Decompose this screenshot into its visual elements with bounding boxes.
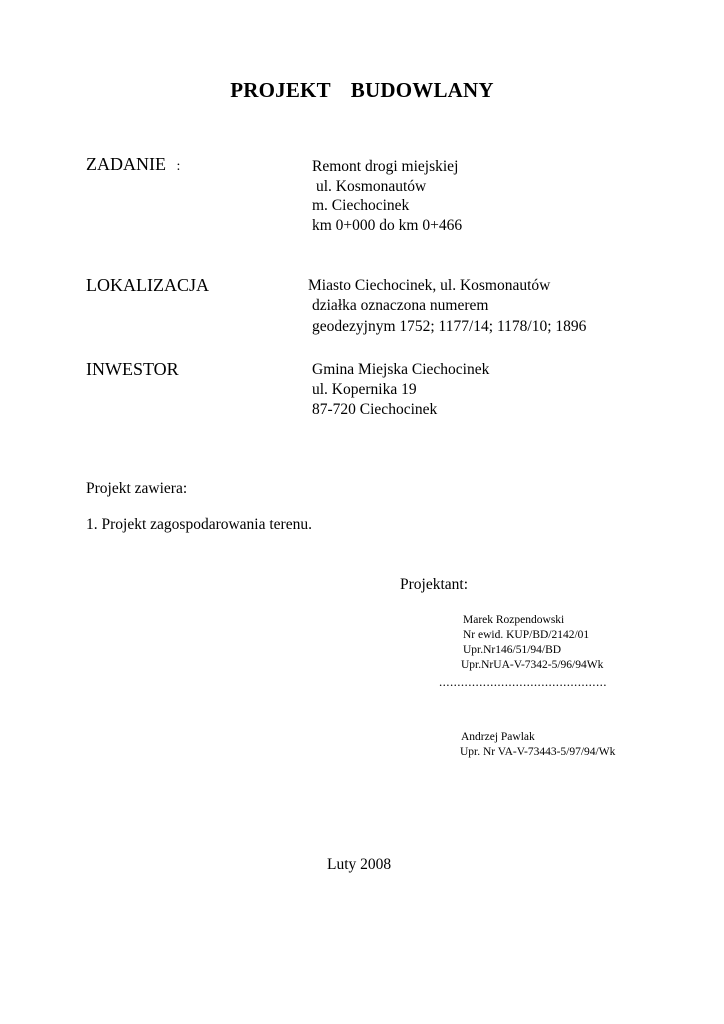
- lokalizacja-line-1: Miasto Ciechocinek, ul. Kosmonautów: [308, 277, 551, 294]
- zadanie-label-text: ZADANIE: [86, 154, 166, 174]
- zadanie-line-2: ul. Kosmonautów: [316, 178, 427, 195]
- designer-1-name: Marek Rozpendowski: [463, 614, 565, 626]
- designer-2-name: Andrzej Pawlak: [461, 731, 535, 743]
- projektant-heading: Projektant:: [400, 576, 469, 593]
- zadanie-line-3: m. Ciechocinek: [312, 197, 410, 214]
- lokalizacja-label: LOKALIZACJA: [86, 275, 209, 295]
- signature-line: ..............................................: [439, 674, 607, 689]
- lokalizacja-line-2: działka oznaczona numerem: [312, 297, 489, 314]
- zadanie-line-1: Remont drogi miejskiej: [312, 158, 459, 175]
- inwestor-line-1: Gmina Miejska Ciechocinek: [312, 361, 490, 378]
- contents-heading: Projekt zawiera:: [86, 480, 188, 497]
- contents-item-1: 1. Projekt zagospodarowania terenu.: [86, 516, 312, 533]
- inwestor-line-3: 87-720 Ciechocinek: [312, 401, 438, 418]
- designer-1-registration: Nr ewid. KUP/BD/2142/01: [463, 629, 590, 641]
- title-word-1: PROJEKT: [230, 78, 331, 102]
- lokalizacja-line-3: geodezyjnym 1752; 1177/14; 1178/10; 1896: [312, 318, 587, 335]
- document-date: Luty 2008: [327, 856, 392, 873]
- designer-1-license-1: Upr.Nr146/51/94/BD: [463, 644, 562, 656]
- inwestor-line-2: ul. Kopernika 19: [312, 381, 417, 398]
- zadanie-label: [86, 154, 180, 175]
- document-title: [0, 78, 724, 103]
- designer-2-license: Upr. Nr VA-V-73443-5/97/94/Wk: [460, 746, 616, 758]
- designer-1-license-2: Upr.NrUA-V-7342-5/96/94Wk: [461, 659, 604, 671]
- inwestor-label: INWESTOR: [86, 359, 179, 379]
- title-word-2: BUDOWLANY: [350, 78, 494, 102]
- zadanie-line-4: km 0+000 do km 0+466: [312, 217, 463, 234]
- zadanie-colon: :: [176, 159, 181, 174]
